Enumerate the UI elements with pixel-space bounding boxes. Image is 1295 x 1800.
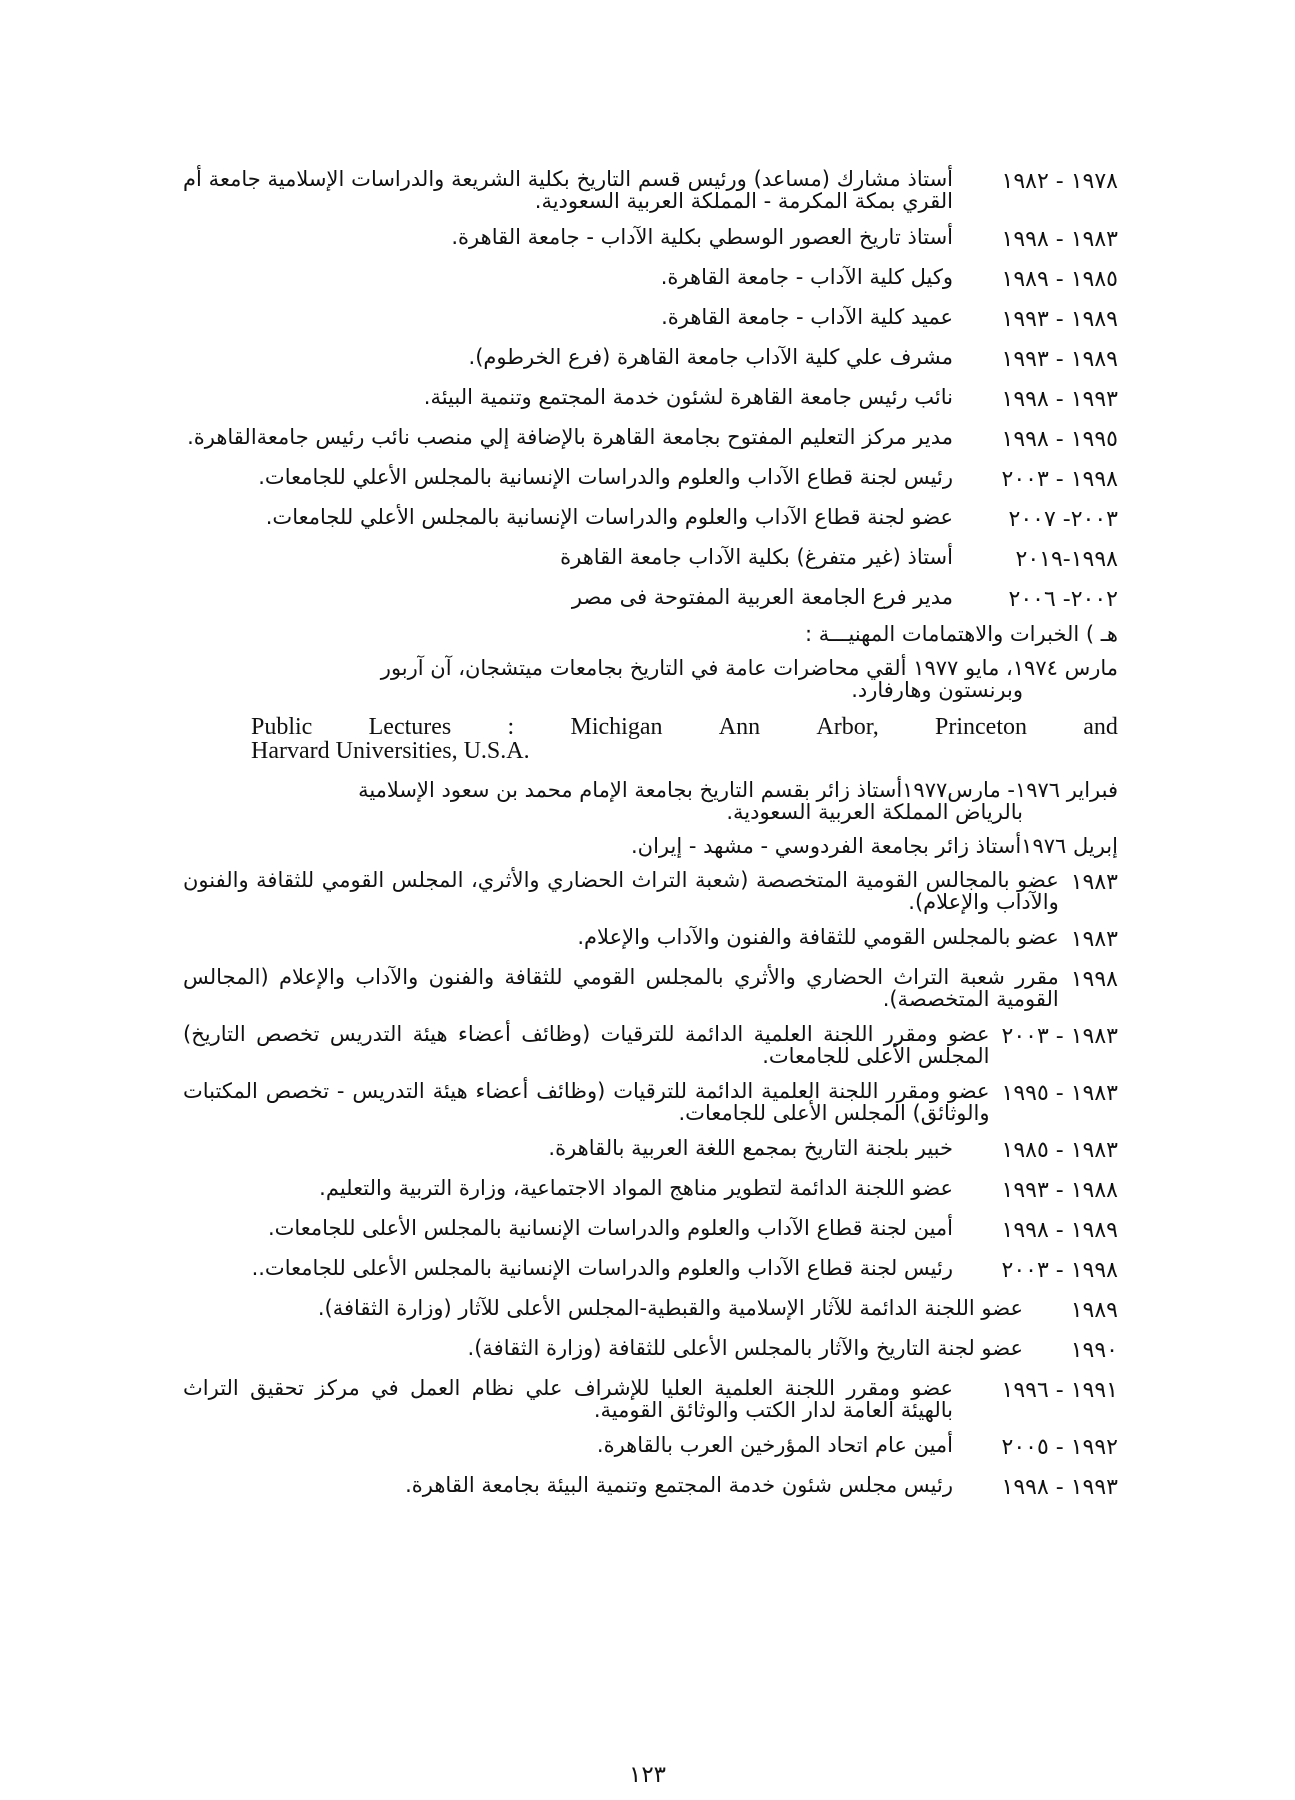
entry-text: رئيس مجلس شئون خدمة المجتمع وتنمية البيئة بجامعة القاهرة. xyxy=(405,1473,953,1497)
entry-dates: ١٩٩٠ xyxy=(1070,1338,1118,1363)
entry-dates: ٢٠٠٣- ٢٠٠٧ xyxy=(1008,507,1118,532)
list-item xyxy=(183,869,1118,913)
entry-text: وكيل كلية الآداب - جامعة القاهرة. xyxy=(660,265,953,289)
entry-dates: ١٩٨٨ - ١٩٩٣ xyxy=(1001,1178,1118,1203)
entry-dates: ١٩٩١ - ١٩٩٦ xyxy=(1001,1378,1118,1403)
list-item xyxy=(183,1177,1118,1204)
text-column xyxy=(183,168,1118,1501)
list-item xyxy=(183,1023,1118,1067)
entry-dates: ١٩٨٣ - ١٩٩٨ xyxy=(1001,227,1118,252)
entry-dates: ١٩٩٥ - ١٩٩٨ xyxy=(1001,427,1118,452)
list-item xyxy=(183,426,1118,453)
entry-dates: ١٩٨٣ - ٢٠٠٣ xyxy=(1001,1024,1118,1049)
list-item xyxy=(183,1337,1118,1364)
english-word: and xyxy=(1083,714,1118,740)
list-item xyxy=(183,506,1118,533)
entry-text: أستاذ (غير متفرغ) بكلية الآداب جامعة القاهرة xyxy=(560,545,953,569)
entry-dates: ١٩٩٨ xyxy=(1070,967,1118,992)
entry-text: عضو اللجنة الدائمة للآثار الإسلامية والقبطية-المجلس الأعلى للآثار (وزارة الثقافة). xyxy=(317,1296,1023,1320)
lecture-line: وبرنستون وهارفارد. xyxy=(851,678,1023,702)
entry-text: أمين لجنة قطاع الآداب والعلوم والدراسات الإنسانية بالمجلس الأعلى للجامعات. xyxy=(267,1216,953,1240)
entry-dates: ١٩٨٣ xyxy=(1070,870,1118,895)
list-item xyxy=(183,1080,1118,1124)
entry-text: رئيس لجنة قطاع الآداب والعلوم والدراسات الإنسانية بالمجلس الأعلى للجامعات.. xyxy=(251,1256,953,1280)
entry-text: مشرف علي كلية الآداب جامعة القاهرة (فرع الخرطوم). xyxy=(468,345,953,369)
entry-dates: ١٩٨٥ - ١٩٨٩ xyxy=(1001,267,1118,292)
entry-dates: ١٩٨٩ - ١٩٩٣ xyxy=(1001,307,1118,332)
entry-dates: ١٩٩٨-٢٠١٩ xyxy=(1015,547,1118,572)
entry-text: أستاذ تاريخ العصور الوسطي بكلية الآداب - جامعة القاهرة. xyxy=(451,225,953,249)
english-word: Ann xyxy=(718,714,761,740)
entry-text: رئيس لجنة قطاع الآداب والعلوم والدراسات الإنسانية بالمجلس الأعلي للجامعات. xyxy=(258,465,953,489)
english-line: Harvard Universities, U.S.A. xyxy=(251,738,530,764)
entry-text: عضو لجنة قطاع الآداب والعلوم والدراسات الإنسانية بالمجلس الأعلي للجامعات. xyxy=(265,505,953,529)
english-line xyxy=(251,715,1118,739)
entry-text: عضو ومقرر اللجنة العلمية العليا للإشراف علي نظام العمل في مركز تحقيق التراث بالهيئة العامة لدار الكتب والوثائق القومية. xyxy=(183,1376,953,1422)
list-item xyxy=(183,586,1118,613)
list-item xyxy=(183,1257,1118,1284)
english-word: : xyxy=(507,714,515,740)
entry-text: عضو لجنة التاريخ والآثار بالمجلس الأعلى للثقافة (وزارة الثقافة). xyxy=(467,1336,1023,1360)
visiting-line: فبراير ١٩٧٦- مارس١٩٧٧أستاذ زائر بقسم التاريخ بجامعة الإمام محمد بن سعود الإسلامية xyxy=(358,778,1118,802)
list-item xyxy=(183,926,1118,953)
entry-text: عضو بالمجالس القومية المتخصصة (شعبة التراث الحضاري والأثري، المجلس القومي للثقافة والفنون والآداب والإعلام). xyxy=(183,868,1059,914)
page-number: ١٢٣ xyxy=(628,1762,667,1788)
entry-text: مقرر شعبة التراث الحضاري والأثري بالمجلس القومي للثقافة والفنون والآداب والإعلام (المجالس القومية المتخصصة). xyxy=(183,965,1059,1011)
entry-dates: ١٩٩٨ - ٢٠٠٣ xyxy=(1001,467,1118,492)
entry-dates: ١٩٨٣ xyxy=(1070,927,1118,952)
entry-dates: ٢٠٠٢- ٢٠٠٦ xyxy=(1008,587,1118,612)
entry-dates: ١٩٩٣ - ١٩٩٨ xyxy=(1001,387,1118,412)
entry-dates: ١٩٩٨ - ٢٠٠٣ xyxy=(1001,1258,1118,1283)
english-word: Lectures xyxy=(368,714,452,740)
list-item xyxy=(183,466,1118,493)
list-item xyxy=(183,1217,1118,1244)
list-item xyxy=(183,168,1118,212)
english-word: Michigan xyxy=(570,714,663,740)
visiting-paragraph xyxy=(183,779,1118,823)
entry-text: عميد كلية الآداب - جامعة القاهرة. xyxy=(661,305,953,329)
entry-text: نائب رئيس جامعة القاهرة لشئون خدمة المجتمع وتنمية البيئة. xyxy=(423,385,953,409)
entry-text: عضو ومقرر اللجنة العلمية الدائمة للترقيات (وظائف أعضاء هيئة التدريس - تخصص المكتبات والوثائق) المجلس الأعلى للجامعات. xyxy=(183,1079,990,1125)
lecture-line: مارس ١٩٧٤، مايو ١٩٧٧ ألقي محاضرات عامة في التاريخ بجامعات ميتشجان، آن آربور xyxy=(380,656,1118,680)
list-item xyxy=(183,1377,1118,1421)
visiting-line: بالرياض المملكة العربية السعودية. xyxy=(726,800,1023,824)
english-lecture-note xyxy=(183,715,1118,763)
list-item xyxy=(183,226,1118,253)
entry-dates: ١٩٨٩ - ١٩٩٨ xyxy=(1001,1218,1118,1243)
entry-text: مدير فرع الجامعة العربية المفتوحة فى مصر xyxy=(571,585,953,609)
entry-text: عضو اللجنة الدائمة لتطوير مناهج المواد الاجتماعية، وزارة التربية والتعليم. xyxy=(319,1176,953,1200)
list-item xyxy=(183,1137,1118,1164)
english-word: Arbor, xyxy=(816,714,879,740)
list-item xyxy=(183,346,1118,373)
entry-dates: ١٩٩٣ - ١٩٩٨ xyxy=(1001,1475,1118,1500)
list-item xyxy=(183,546,1118,573)
entry-text: عضو بالمجلس القومي للثقافة والفنون والآداب والإعلام. xyxy=(577,925,1059,949)
list-item xyxy=(183,1474,1118,1501)
entry-text: عضو ومقرر اللجنة العلمية الدائمة للترقيات (وظائف أعضاء هيئة التدريس تخصص التاريخ) المجلس الأعلى للجامعات. xyxy=(183,1022,990,1068)
entry-text: أستاذ مشارك (مساعد) ورئيس قسم التاريخ بكلية الشريعة والدراسات الإسلامية جامعة أم القري بمكة المكرمة - المملكة العربية السعودية. xyxy=(183,167,953,213)
entry-text: أمين عام اتحاد المؤرخين العرب بالقاهرة. xyxy=(596,1433,953,1457)
english-word: Princeton xyxy=(935,714,1027,740)
section-heading: هـ ) الخبرات والاهتمامات المهنيـــة : xyxy=(805,622,1118,646)
lecture-paragraph xyxy=(183,657,1118,701)
entry-text: مدير مركز التعليم المفتوح بجامعة القاهرة بالإضافة إلي منصب نائب رئيس جامعةالقاهرة. xyxy=(187,425,953,449)
visiting-paragraph: إبريل ١٩٧٦أستاذ زائر بجامعة الفردوسي - مشهد - إيران. xyxy=(631,834,1118,858)
entry-dates: ١٩٨٣ - ١٩٩٥ xyxy=(1001,1081,1118,1106)
list-item xyxy=(183,1434,1118,1461)
list-item xyxy=(183,1297,1118,1324)
list-item xyxy=(183,966,1118,1010)
list-item xyxy=(183,386,1118,413)
list-item xyxy=(183,266,1118,293)
entry-dates: ١٩٨٩ - ١٩٩٣ xyxy=(1001,347,1118,372)
english-word: Public xyxy=(251,714,313,740)
list-item xyxy=(183,306,1118,333)
entry-dates: ١٩٨٩ xyxy=(1070,1298,1118,1323)
entry-text: خبير بلجنة التاريخ بمجمع اللغة العربية بالقاهرة. xyxy=(548,1136,953,1160)
entry-dates: ١٩٨٣ - ١٩٨٥ xyxy=(1001,1138,1118,1163)
entry-dates: ١٩٧٨ - ١٩٨٢ xyxy=(1001,169,1118,194)
entry-dates: ١٩٩٢ - ٢٠٠٥ xyxy=(1001,1435,1118,1460)
